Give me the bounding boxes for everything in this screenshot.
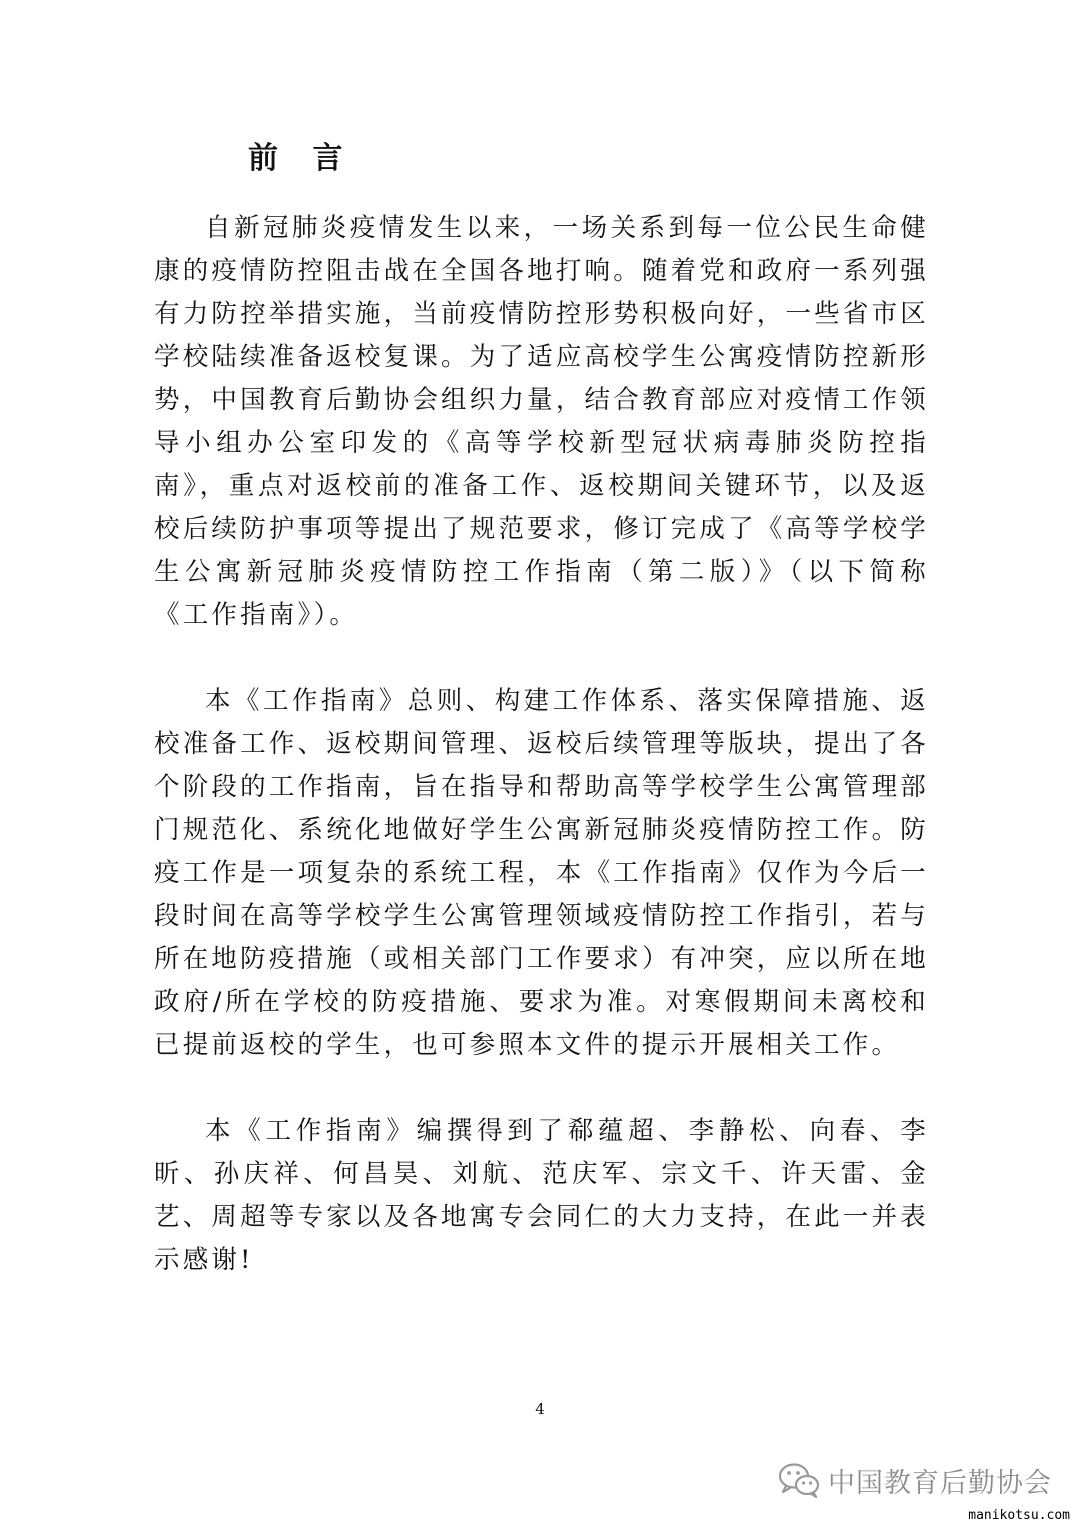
page-heading: 前 言 bbox=[248, 141, 355, 176]
site-tag: manikotsu.com bbox=[964, 1507, 1074, 1525]
wechat-watermark bbox=[778, 1458, 1052, 1502]
document-body bbox=[154, 207, 929, 1282]
paragraph-scope: 本《工作指南》总则、构建工作体系、落实保障措施、返校准备工作、返校期间管理、返校后续管理等版块，提出了各个阶段的工作指南，旨在指导和帮助高等学校学生公寓管理部门规范化、系统化地做好学生公寓新冠肺炎疫情防控工作。防疫工作是一项复杂的系统工程，本《工作指南》仅作为今后一段时间在高等学校学生公寓管理领域疫情防控工作指引，若与所在地防疫措施（或相关部门工作要求）有冲突，应以所在地政府/所在学校的防疫措施、要求为准。对寒假期间未离校和已提前返校的学生，也可参照本文件的提示开展相关工作。 bbox=[154, 686, 929, 1060]
watermark-text: 中国教育后勤协会 bbox=[828, 1467, 1052, 1499]
paragraph-intro: 自新冠肺炎疫情发生以来，一场关系到每一位公民生命健康的疫情防控阻击战在全国各地打响。随着党和政府一系列强有力防控举措实施，当前疫情防控形势积极向好，一些省市区学校陆续准备返校复课。为了适应高校学生公寓疫情防控新形势，中国教育后勤协会组织力量，结合教育部应对疫情工作领导小组办公室印发的《高等学校新型冠状病毒肺炎防控指南》，重点对返校前的准备工作、返校期间关键环节，以及返校后续防护事项等提出了规范要求，修订完成了《高等学校学生公寓新冠肺炎疫情防控工作指南（第二版）》（以下简称《工作指南》）。 bbox=[154, 213, 929, 630]
paragraph-acknowledgement: 本《工作指南》编撰得到了郗蕴超、李静松、向春、李昕、孙庆祥、何昌昊、刘航、范庆军、宗文千、许天雷、金艺、周超等专家以及各地寓专会同仁的大力支持，在此一并表示感谢! bbox=[154, 1116, 929, 1275]
wechat-icon bbox=[778, 1462, 820, 1498]
page-number: 4 bbox=[535, 1400, 545, 1418]
